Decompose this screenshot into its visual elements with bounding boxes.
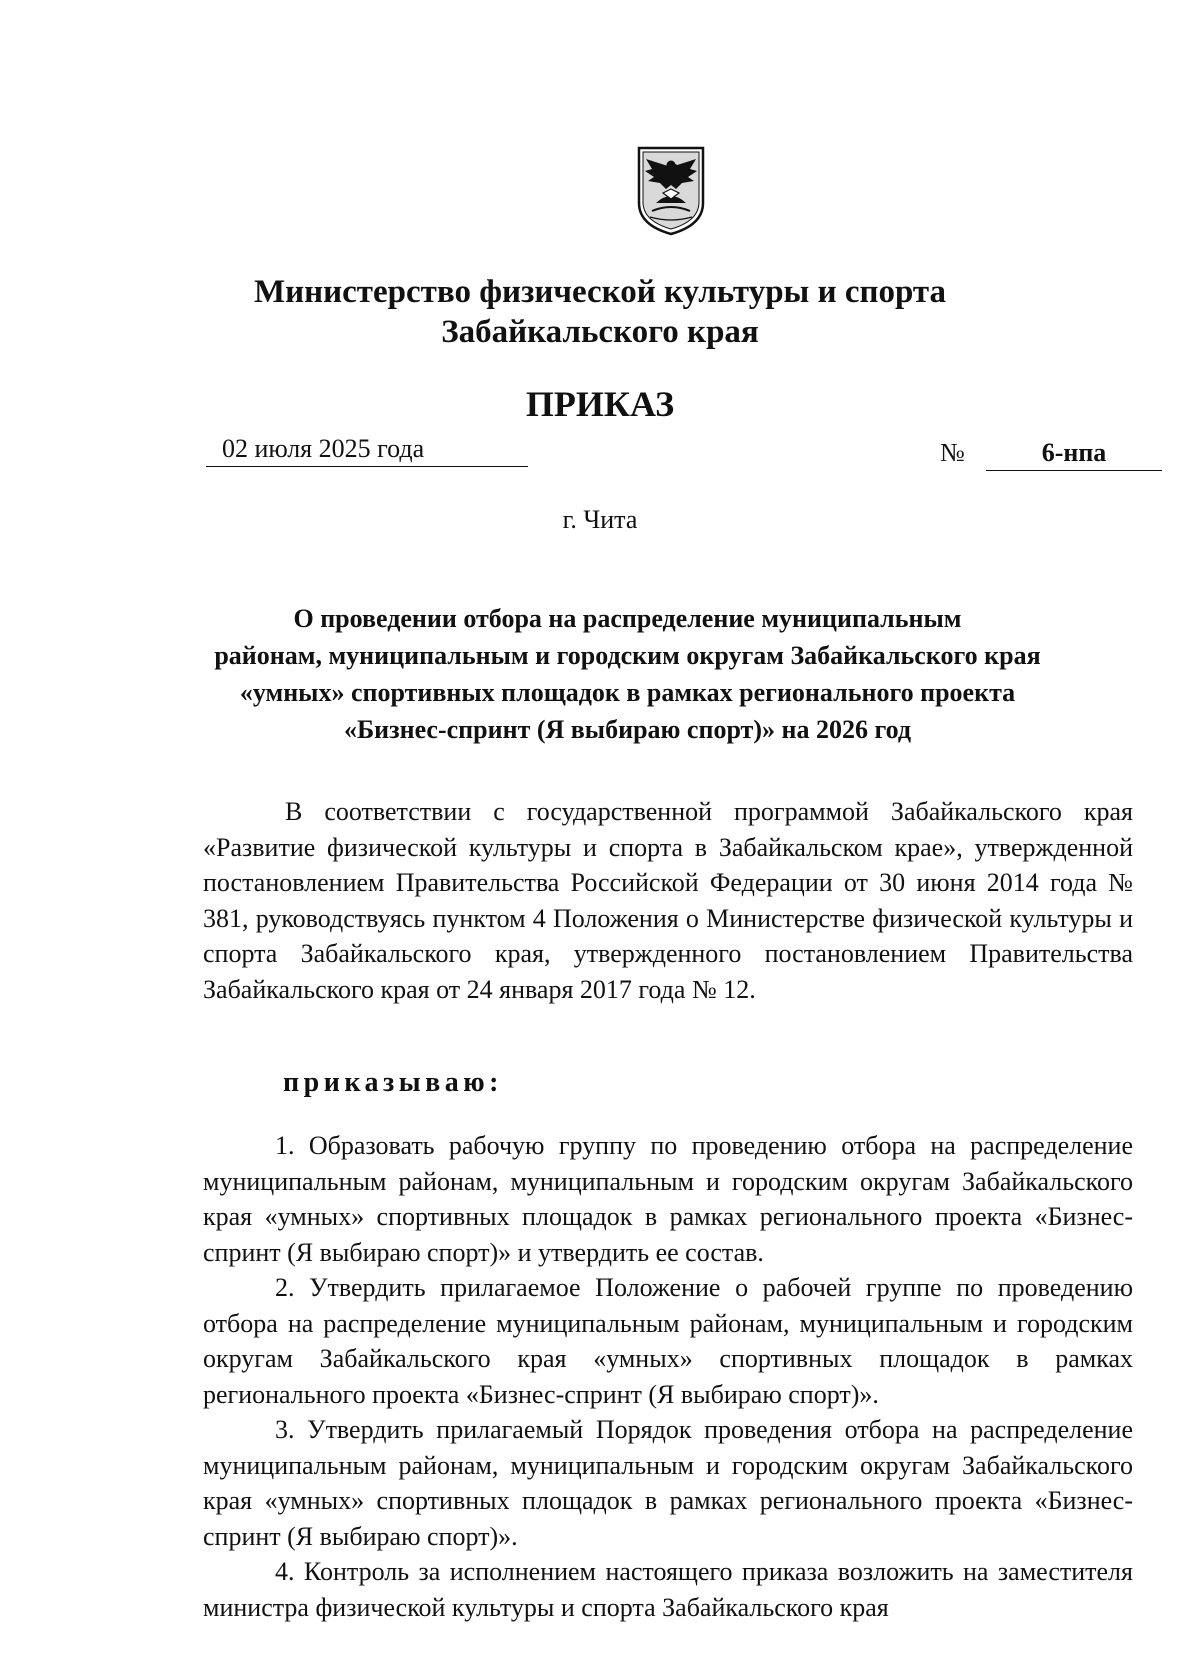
subject-line: «умных» спортивных площадок в рамках регионального проекта	[239, 678, 1016, 707]
order-point: 4. Контроль за исполнением настоящего приказа возложить на заместителя министра физической культуры и спорта Забайкальского края	[203, 1557, 1133, 1622]
subject-line: О проведении отбора на распределение муниципальным	[293, 604, 962, 633]
document-subject	[200, 600, 1055, 748]
document-type-title: ПРИКАЗ	[525, 384, 675, 424]
document-date-field	[206, 432, 528, 467]
order-point: 3. Утвердить прилагаемый Порядок проведения отбора на распределение муниципальным районам, муниципальным и городским округам Забайкальского края «умных» спортивных площадок в рамках регионального проекта «Бизнес-спринт (Я выбираю спорт)».	[203, 1415, 1133, 1551]
subject-line: «Бизнес-спринт (Я выбираю спорт)» на 2026 год	[343, 715, 912, 744]
number-sign: №	[940, 438, 965, 467]
order-points	[203, 1128, 1133, 1625]
ministry-name-line1: Министерство физической культуры и спорта	[253, 274, 947, 310]
order-point: 2. Утвердить прилагаемое Положение о рабочей группе по проведению отбора на распределение муниципальным районам, муниципальным и городским округам Забайкальского края «умных» спортивных площадок в рамках регионального проекта «Бизнес-спринт (Я выбираю спорт)».	[203, 1273, 1133, 1409]
document-number: 6-нпа	[986, 436, 1162, 471]
order-word: приказываю:	[283, 1067, 504, 1098]
ministry-name	[0, 272, 1200, 352]
document-date: 02 июля 2025 года	[222, 434, 425, 463]
preamble-paragraph: В соответствии с государственной программой Забайкальского края «Развитие физической культуры и спорта в Забайкальском крае», утвержденной постановлением Правительства Российской Федерации от 30 июня 2014 года № 381, руководствуясь пунктом 4 Положения о Министерстве физической культуры и спорта Забайкальского края, утвержденного постановлением Правительства Забайкальского края от 24 января 2017 года № 12.	[203, 797, 1133, 1004]
subject-line: районам, муниципальным и городским округам Забайкальского края	[214, 641, 1041, 670]
zabaikalsky-coat-of-arms-icon	[636, 145, 706, 237]
order-point: 1. Образовать рабочую группу по проведению отбора на распределение муниципальным районам, муниципальным и городским округам Забайкальского края «умных» спортивных площадок в рамках регионального проекта «Бизнес-спринт (Я выбираю спорт)» и утвердить ее состав.	[203, 1131, 1133, 1267]
document-city: г. Чита	[562, 505, 638, 534]
ministry-name-line2: Забайкальского края	[441, 314, 759, 350]
